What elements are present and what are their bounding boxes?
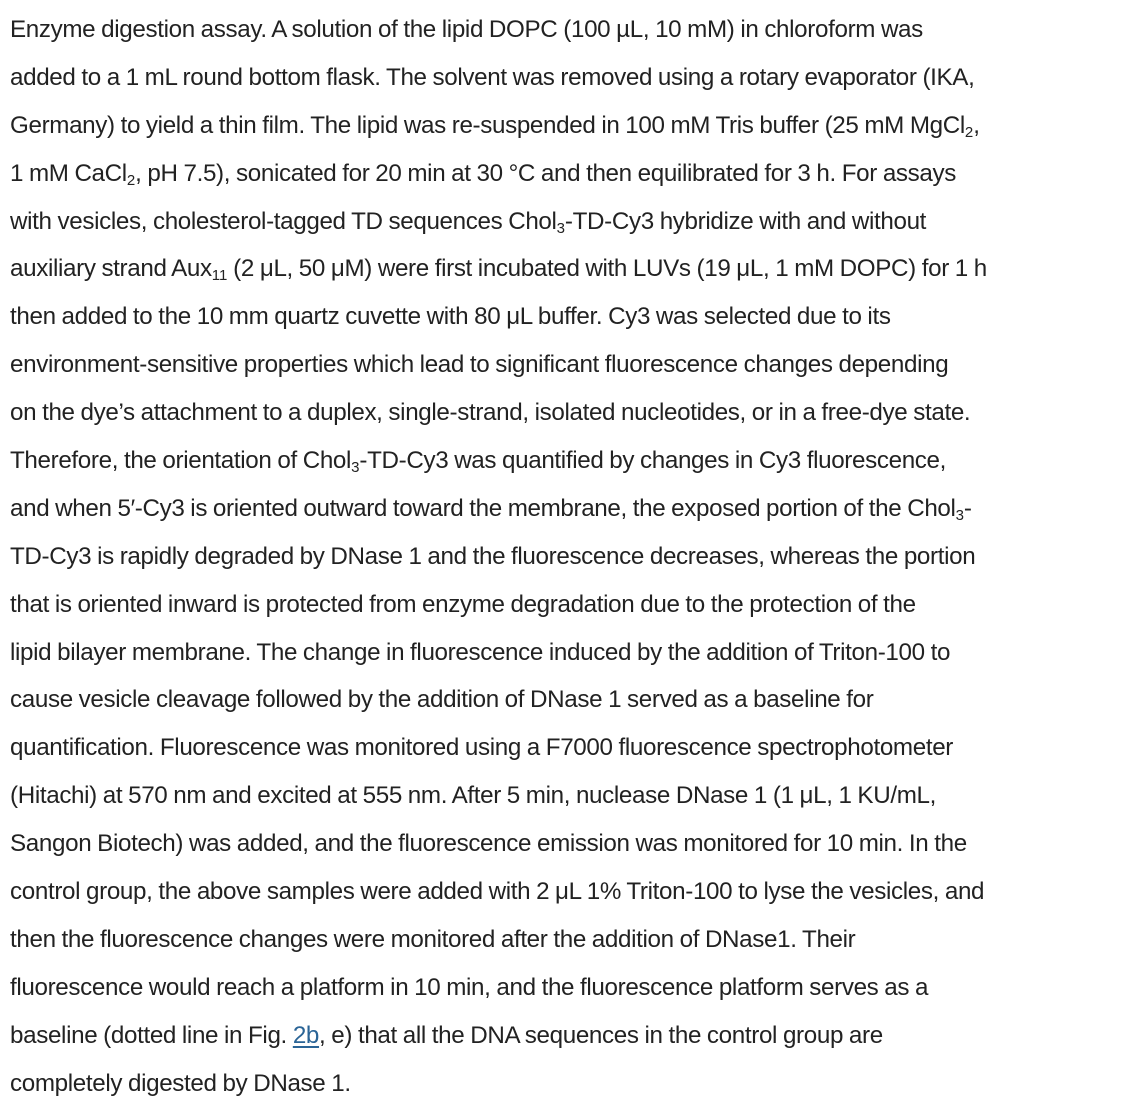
text-line	[10, 341, 1146, 389]
line-text: fluorescence would reach a platform in 10 min, and the fluorescence platform serves as a	[10, 973, 929, 1001]
line-text: -	[963, 494, 972, 522]
line-text: environment-sensitive properties which lead to significant fluorescence changes depending	[10, 351, 949, 379]
text-line	[10, 293, 1146, 341]
subscript: 3	[955, 506, 964, 524]
line-text: baseline (dotted line in Fig.	[10, 1021, 293, 1049]
text-line	[10, 389, 1146, 437]
text-line	[10, 1060, 1146, 1108]
subscript: 3	[351, 459, 360, 477]
line-text: -TD-Cy3 hybridize with and without	[564, 207, 927, 235]
line-text: (2 μL, 50 μM) were first incubated with LUVs (19 μL, 1 mM DOPC) for 1 h	[227, 255, 987, 283]
line-text: TD-Cy3 is rapidly degraded by DNase 1 and the fluorescence decreases, whereas the portion	[10, 542, 976, 570]
line-text: added to a 1 mL round bottom flask. The solvent was removed using a rotary evaporator (IKA,	[10, 63, 975, 91]
line-text: (Hitachi) at 570 nm and excited at 555 nm. After 5 min, nuclease DNase 1 (1 μL, 1 KU/mL,	[10, 782, 936, 810]
text-line	[10, 533, 1146, 581]
figure-2b-link[interactable]: 2b	[292, 1021, 320, 1049]
text-line	[10, 1012, 1146, 1060]
text-line	[10, 6, 1146, 54]
article-paragraph	[10, 6, 1146, 1107]
text-line	[10, 868, 1146, 916]
subscript: 2	[964, 123, 974, 141]
text-line	[10, 629, 1146, 677]
line-text: quantification. Fluorescence was monitored using a F7000 fluorescence spectrophotometer	[10, 734, 954, 762]
line-text: that is oriented inward is protected from enzyme degradation due to the protection of the	[10, 590, 916, 618]
line-text: then added to the 10 mm quartz cuvette with 80 μL buffer. Cy3 was selected due to its	[10, 303, 891, 331]
text-line	[10, 245, 1146, 293]
line-text: with vesicles, cholesterol-tagged TD sequences Chol	[10, 207, 557, 235]
line-text: Sangon Biotech) was added, and the fluorescence emission was monitored for 10 min. In the	[10, 830, 967, 858]
text-line	[10, 820, 1146, 868]
subscript: 11	[211, 267, 228, 285]
line-text: then the fluorescence changes were monitored after the addition of DNase1. Their	[10, 925, 856, 953]
line-text: on the dye’s attachment to a duplex, single-strand, isolated nucleotides, or in a free-dye state.	[10, 399, 971, 427]
line-text: Enzyme digestion assay. A solution of the lipid DOPC (100 µL, 10 mM) in chloroform was	[10, 16, 923, 43]
text-line	[10, 724, 1146, 772]
line-text: , e) that all the DNA sequences in the control group are	[319, 1021, 883, 1049]
text-line	[10, 54, 1146, 102]
text-line	[10, 437, 1146, 485]
line-text: completely digested by DNase 1.	[10, 1069, 351, 1097]
line-text: , pH 7.5), sonicated for 20 min at 30 °C and then equilibrated for 3 h. For assays	[135, 159, 956, 187]
subscript: 3	[556, 219, 565, 237]
line-text: Therefore, the orientation of Chol	[10, 447, 352, 475]
line-text: -TD-Cy3 was quantified by changes in Cy3 fluorescence,	[359, 447, 947, 475]
text-line	[10, 772, 1146, 820]
text-line	[10, 676, 1146, 724]
subscript: 2	[126, 171, 136, 189]
line-text: auxiliary strand Aux	[10, 255, 212, 283]
line-text: and when 5′-Cy3 is oriented outward toward the membrane, the exposed portion of the Chol	[10, 494, 956, 522]
line-text: control group, the above samples were added with 2 μL 1% Triton-100 to lyse the vesicles, and	[10, 878, 985, 906]
text-line	[10, 916, 1146, 964]
text-line	[10, 581, 1146, 629]
text-line	[10, 102, 1146, 150]
line-text: Germany) to yield a thin film. The lipid was re-suspended in 100 mM Tris buffer (25 mM MgCl	[10, 111, 965, 139]
line-text: ,	[973, 111, 980, 139]
text-line	[10, 964, 1146, 1012]
line-text: lipid bilayer membrane. The change in fluorescence induced by the addition of Triton-100 to	[10, 638, 951, 666]
line-text: cause vesicle cleavage followed by the addition of DNase 1 served as a baseline for	[10, 686, 874, 714]
text-line	[10, 485, 1146, 533]
text-line	[10, 150, 1146, 198]
line-text: 1 mM CaCl	[10, 159, 127, 187]
text-line	[10, 198, 1146, 246]
